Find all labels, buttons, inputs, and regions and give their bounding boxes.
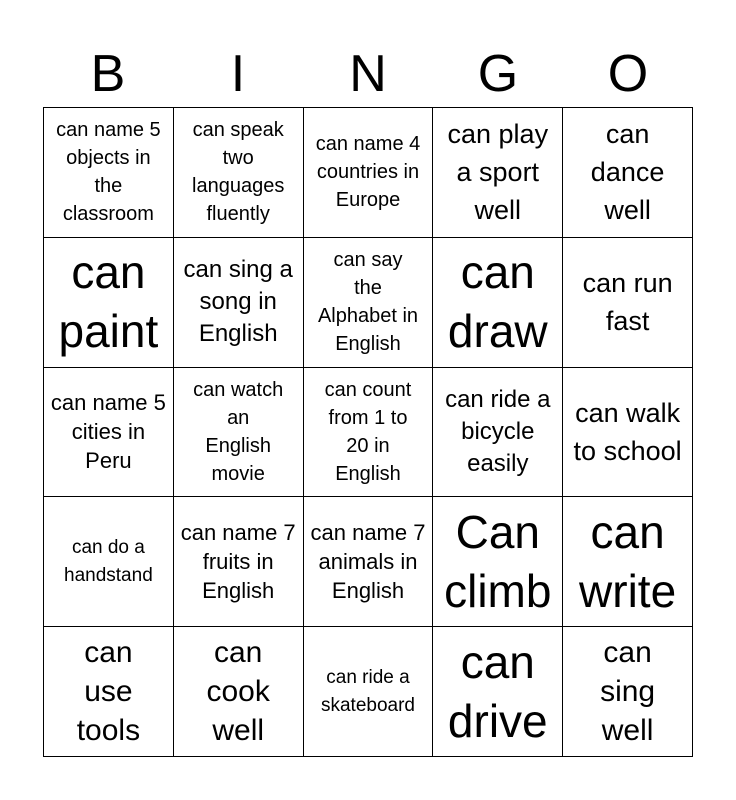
cell-text: can draw xyxy=(447,246,548,358)
bingo-cell-r4c2[interactable] xyxy=(174,497,304,627)
bingo-cell-r2c2[interactable] xyxy=(174,238,304,368)
cell-text: can sing well xyxy=(600,636,656,748)
cell-text: can sing a song in English xyxy=(183,256,293,348)
cell-text: can name 4 countries in Europe xyxy=(315,133,421,212)
bingo-cell-r3c5[interactable] xyxy=(563,368,693,498)
cell-text: can say the Alphabet in English xyxy=(317,249,419,356)
bingo-cell-r5c5[interactable] xyxy=(563,627,693,757)
bingo-cell-r2c4[interactable] xyxy=(433,238,563,368)
bingo-header xyxy=(43,40,693,108)
cell-text: can do a handstand xyxy=(64,536,153,586)
cell-text: can paint xyxy=(58,246,159,358)
cell-text: can write xyxy=(579,505,677,617)
bingo-cell-r3c2[interactable] xyxy=(174,368,304,498)
bingo-cell-r3c3[interactable] xyxy=(304,368,434,498)
bingo-cell-r1c3[interactable] xyxy=(304,108,434,238)
cell-text: Can climb xyxy=(444,505,552,617)
cell-text: can use tools xyxy=(76,636,141,748)
cell-text: can name 7 fruits in English xyxy=(180,520,296,604)
cell-text: can name 5 cities in Peru xyxy=(50,390,166,474)
header-letter-o: O xyxy=(607,45,649,103)
bingo-cell-r4c3[interactable] xyxy=(304,497,434,627)
cell-text: can cook well xyxy=(206,636,270,748)
cell-text: can play a sport well xyxy=(447,119,549,226)
cell-text: can dance well xyxy=(590,119,665,226)
cell-text: can drive xyxy=(447,635,548,747)
bingo-cell-r4c5[interactable] xyxy=(563,497,693,627)
header-letter-g: G xyxy=(477,45,519,103)
bingo-cell-r4c1[interactable] xyxy=(44,497,174,627)
cell-text: can speak two languages fluently xyxy=(192,119,285,226)
cell-text: can name 7 animals in English xyxy=(310,520,426,604)
cell-text: can ride a bicycle easily xyxy=(445,385,551,477)
cell-text: can name 5 objects in the classroom xyxy=(56,119,161,226)
cell-text: can ride a skateboard xyxy=(320,666,415,716)
bingo-cell-r2c3[interactable] xyxy=(304,238,434,368)
bingo-cell-r2c5[interactable] xyxy=(563,238,693,368)
bingo-cell-r5c2[interactable] xyxy=(174,627,304,757)
cell-text: can walk to school xyxy=(573,397,682,466)
bingo-cell-r1c2[interactable] xyxy=(174,108,304,238)
bingo-cell-r3c1[interactable] xyxy=(44,368,174,498)
header-letter-i: I xyxy=(230,45,246,103)
bingo-cell-r1c4[interactable] xyxy=(433,108,563,238)
bingo-cell-r2c1[interactable] xyxy=(44,238,174,368)
bingo-cell-r5c4[interactable] xyxy=(433,627,563,757)
cell-text: can watch an English movie xyxy=(193,378,284,485)
bingo-card xyxy=(43,107,693,757)
bingo-cell-r3c4[interactable] xyxy=(433,368,563,498)
bingo-cell-r1c1[interactable] xyxy=(44,108,174,238)
header-letter-n: N xyxy=(349,45,387,103)
bingo-cell-r4c4[interactable] xyxy=(433,497,563,627)
bingo-cell-r1c5[interactable] xyxy=(563,108,693,238)
cell-text: can count from 1 to 20 in English xyxy=(324,378,412,485)
bingo-cell-r5c1[interactable] xyxy=(44,627,174,757)
bingo-cell-r5c3[interactable] xyxy=(304,627,434,757)
cell-text: can run fast xyxy=(582,268,673,337)
header-letter-b: B xyxy=(90,45,126,103)
